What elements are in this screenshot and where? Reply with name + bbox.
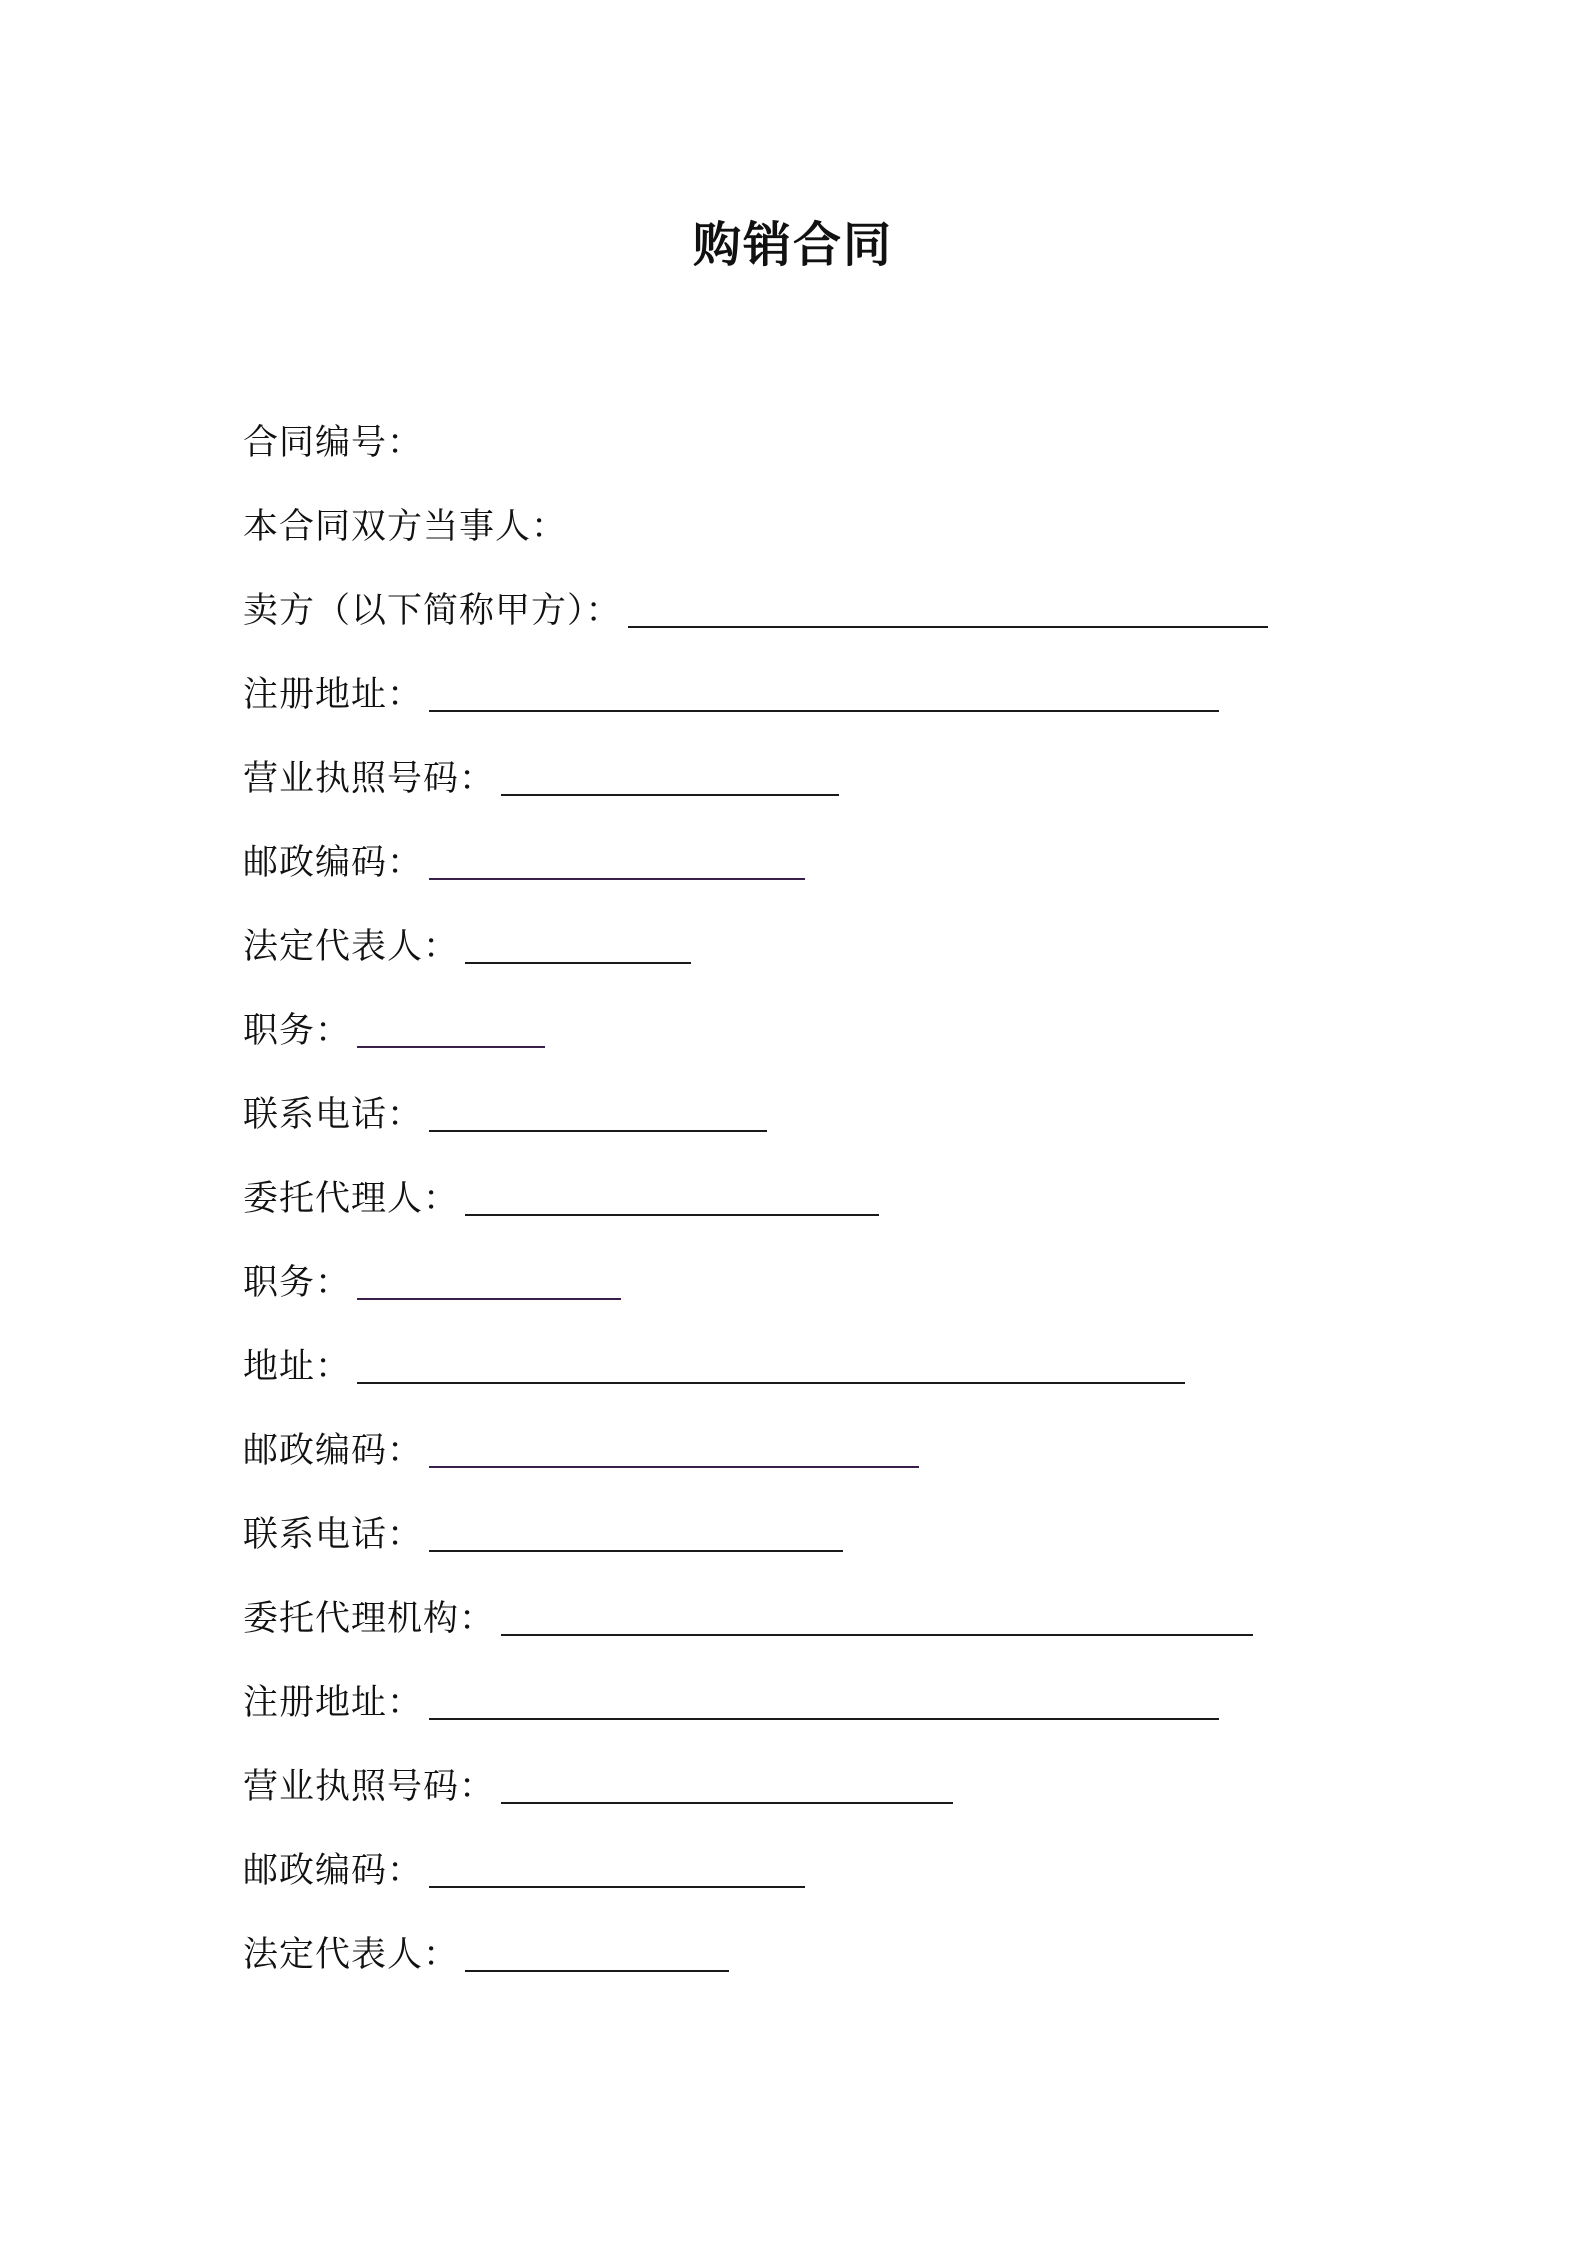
field-legal-representative <box>243 912 691 972</box>
field-agent-position <box>243 1248 621 1308</box>
field-agency-business-license <box>243 1752 953 1812</box>
agency-business-license-blank[interactable] <box>501 1802 953 1804</box>
agency-registered-address-blank[interactable] <box>429 1718 1219 1720</box>
field-label: 邮政编码： <box>243 843 424 883</box>
field-authorized-agent <box>243 1164 879 1224</box>
field-label: 邮政编码： <box>243 1851 424 1891</box>
field-label: 卖方（以下简称甲方）： <box>243 591 622 631</box>
field-seller <box>243 576 1268 636</box>
field-registered-address <box>243 660 1219 720</box>
field-postal-code <box>243 828 805 888</box>
field-label: 合同编号： <box>243 423 424 463</box>
field-label: 地址： <box>243 1347 352 1387</box>
agent-position-blank[interactable] <box>357 1298 621 1300</box>
field-agent-postal-code <box>243 1416 919 1476</box>
field-label: 本合同双方当事人： <box>243 507 568 547</box>
field-label: 委托代理机构： <box>243 1599 496 1639</box>
field-agency-registered-address <box>243 1668 1219 1728</box>
field-parties-heading <box>243 492 567 552</box>
phone-blank[interactable] <box>429 1130 767 1132</box>
field-business-license <box>243 744 839 804</box>
field-label: 营业执照号码： <box>243 759 496 799</box>
address-blank[interactable] <box>357 1382 1185 1384</box>
field-label: 法定代表人： <box>243 927 460 967</box>
field-label: 联系电话： <box>243 1515 424 1555</box>
registered-address-blank[interactable] <box>429 710 1219 712</box>
authorized-agent-blank[interactable] <box>465 1214 879 1216</box>
agent-phone-blank[interactable] <box>429 1550 843 1552</box>
field-agent-phone <box>243 1500 843 1560</box>
position-blank[interactable] <box>357 1046 545 1048</box>
field-label: 职务： <box>243 1011 352 1051</box>
field-label: 邮政编码： <box>243 1431 424 1471</box>
field-label: 注册地址： <box>243 1683 424 1723</box>
agency-legal-representative-blank[interactable] <box>465 1970 729 1972</box>
agency-postal-code-blank[interactable] <box>429 1886 805 1888</box>
postal-code-blank[interactable] <box>429 878 805 880</box>
field-position <box>243 996 545 1056</box>
field-agency-postal-code <box>243 1836 805 1896</box>
seller-blank[interactable] <box>628 626 1268 628</box>
field-address <box>243 1332 1185 1392</box>
field-label: 委托代理人： <box>243 1179 460 1219</box>
field-agency <box>243 1584 1253 1644</box>
field-phone <box>243 1080 767 1140</box>
business-license-blank[interactable] <box>501 794 839 796</box>
field-label: 联系电话： <box>243 1095 424 1135</box>
legal-representative-blank[interactable] <box>465 962 691 964</box>
field-agency-legal-representative <box>243 1920 729 1980</box>
field-label: 注册地址： <box>243 675 424 715</box>
field-contract-number <box>243 408 423 468</box>
field-label: 职务： <box>243 1263 352 1303</box>
field-label: 营业执照号码： <box>243 1767 496 1807</box>
field-label: 法定代表人： <box>243 1935 460 1975</box>
agency-blank[interactable] <box>501 1634 1253 1636</box>
document-title: 购销合同 <box>692 217 893 273</box>
agent-postal-code-blank[interactable] <box>429 1466 919 1468</box>
